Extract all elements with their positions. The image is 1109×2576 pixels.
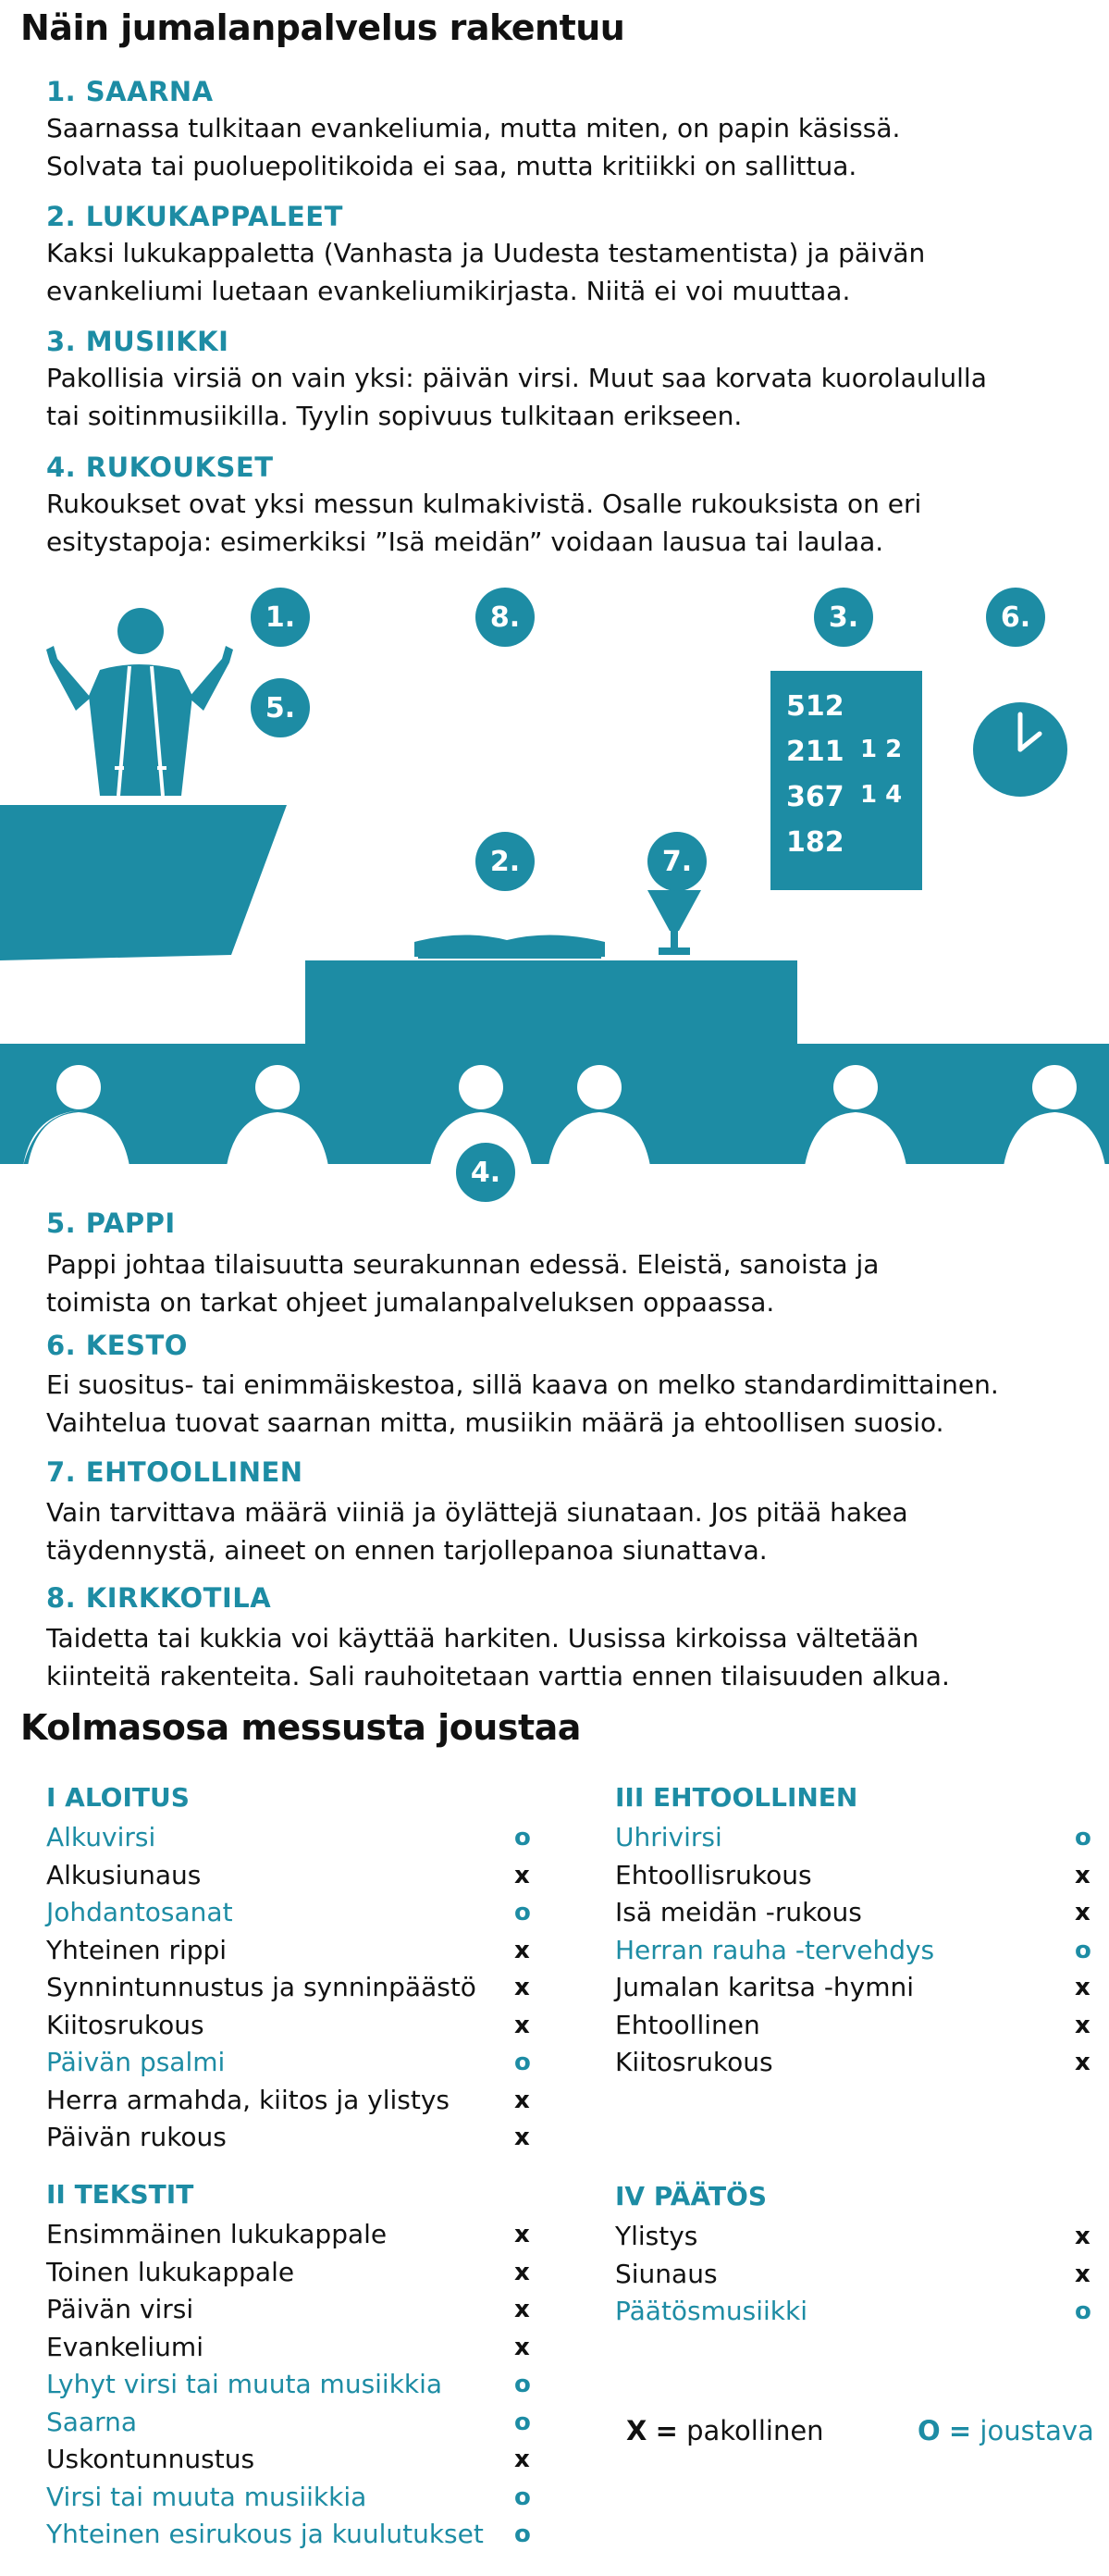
list-item bbox=[46, 1819, 536, 1857]
text-line: kiinteitä rakenteita. Sali rauhoitetaan varttia ennen tilaisuuden alkua. bbox=[46, 1661, 950, 1691]
list-item-label: Kiitosrukous bbox=[46, 2009, 204, 2040]
hymn-number: 367 bbox=[786, 781, 844, 813]
text-line: Pakollisia virsiä on vain yksi: päivän virsi. Muut saa korvata kuorolaululla bbox=[46, 363, 987, 393]
legend-optional bbox=[918, 2415, 1094, 2446]
list-item-label: Kiitosrukous bbox=[615, 2047, 773, 2077]
text-line: Saarnassa tulkitaan evankeliumia, mutta miten, on papin käsissä. bbox=[46, 113, 901, 143]
section-text-kirkkotila bbox=[46, 1619, 1064, 1695]
hymn-row bbox=[786, 826, 902, 872]
required-mark: x bbox=[514, 2258, 530, 2286]
chalice-icon bbox=[647, 890, 701, 955]
badge-7: 7. bbox=[647, 832, 707, 891]
text-line: tai soitinmusiikilla. Tyylin sopivuus tulkitaan erikseen. bbox=[46, 401, 743, 431]
list-item bbox=[46, 2254, 536, 2292]
list-item bbox=[615, 1894, 1089, 1932]
badge-4: 4. bbox=[453, 1140, 518, 1205]
badge-2: 2. bbox=[475, 832, 535, 891]
optional-mark: o bbox=[514, 2408, 531, 2436]
required-mark: x bbox=[514, 1861, 530, 1889]
required-mark: x bbox=[1075, 2260, 1091, 2288]
list-item-label: Ehtoollinen bbox=[615, 2009, 760, 2040]
required-mark: x bbox=[1075, 2011, 1091, 2039]
bible-icon bbox=[414, 935, 605, 959]
optional-mark: o bbox=[514, 2520, 531, 2548]
hymn-verses: 1 4 bbox=[860, 781, 903, 809]
list-item bbox=[46, 2291, 536, 2329]
list-item bbox=[46, 2007, 536, 2045]
hymn-row bbox=[786, 781, 902, 826]
list-item-label: Synnintunnustus ja synninpäästö bbox=[46, 1972, 476, 2002]
clock-icon bbox=[973, 702, 1067, 797]
text-line: Rukoukset ovat yksi messun kulmakivistä. Osalle rukouksista on eri bbox=[46, 489, 922, 519]
list-title-paatos: IV PÄÄTÖS bbox=[615, 2181, 768, 2211]
church-scene bbox=[0, 574, 1109, 1221]
section-title-ehtoollinen: 7. EHTOOLLINEN bbox=[46, 1456, 303, 1488]
required-mark: x bbox=[514, 2221, 530, 2248]
list-item bbox=[46, 2441, 536, 2479]
list-item-label: Isä meidän -rukous bbox=[615, 1897, 862, 1927]
optional-mark: o bbox=[514, 1899, 531, 1926]
hymn-row bbox=[786, 736, 902, 781]
badge-6: 6. bbox=[986, 588, 1045, 647]
list-item bbox=[46, 2044, 536, 2082]
section-text-pappi bbox=[46, 1245, 1064, 1321]
list-title-tekstit: II TEKSTIT bbox=[46, 2179, 194, 2210]
section-title-musiikki: 3. MUSIIKKI bbox=[46, 326, 229, 357]
section-title-pappi: 5. PAPPI bbox=[46, 1208, 176, 1239]
required-mark: x bbox=[514, 2446, 530, 2473]
text-line: Vaihtelua tuovat saarnan mitta, musiikin määrä ja ehtoollisen suosio. bbox=[46, 1407, 944, 1438]
text-line: esitystapoja: esimerkiksi ”Isä meidän” voidaan lausua tai laulaa. bbox=[46, 526, 884, 557]
hymn-number: 512 bbox=[786, 690, 844, 723]
list-item bbox=[615, 2044, 1089, 2082]
text-line: evankeliumi luetaan evankeliumikirjasta. Niitä ei voi muuttaa. bbox=[46, 276, 851, 306]
required-mark: x bbox=[1075, 2049, 1091, 2076]
list-item-label: Yhteinen rippi bbox=[46, 1934, 228, 1965]
required-mark: x bbox=[514, 2296, 530, 2323]
list-item bbox=[615, 1857, 1089, 1895]
subtitle: Kolmasosa messusta joustaa bbox=[20, 1707, 581, 1748]
required-mark: x bbox=[514, 1936, 530, 1964]
list-item-label: Ehtoollisrukous bbox=[615, 1859, 812, 1890]
list-item-label: Ensimmäinen lukukappale bbox=[46, 2219, 388, 2249]
section-title-kesto: 6. KESTO bbox=[46, 1330, 188, 1361]
required-mark: x bbox=[514, 2011, 530, 2039]
list-item bbox=[46, 2216, 536, 2254]
list-item-label: Päivän psalmi bbox=[46, 2047, 226, 2077]
list-item-label: Saarna bbox=[46, 2406, 138, 2437]
list-item-label: Yhteinen esirukous ja kuulutukset bbox=[46, 2519, 484, 2549]
list-item-label: Päivän rukous bbox=[46, 2122, 227, 2152]
badge-5: 5. bbox=[251, 678, 310, 737]
list-item bbox=[46, 2516, 536, 2554]
list-item-label: Ylistys bbox=[615, 2221, 698, 2251]
list-item bbox=[46, 2366, 536, 2404]
list-item-label: Virsi tai muuta musiikkia bbox=[46, 2481, 367, 2512]
hymn-verses: 1 2 bbox=[860, 736, 903, 763]
required-mark: x bbox=[514, 2333, 530, 2361]
required-mark: x bbox=[1075, 1899, 1091, 1926]
list-paatos bbox=[615, 2218, 1089, 2331]
list-item-label: Toinen lukukappale bbox=[46, 2256, 295, 2287]
list-item bbox=[615, 2293, 1089, 2331]
list-item bbox=[615, 1819, 1089, 1857]
list-item bbox=[46, 2082, 536, 2120]
list-item-label: Jumalan karitsa -hymni bbox=[615, 1972, 915, 2002]
page-title: Näin jumalanpalvelus rakentuu bbox=[20, 7, 625, 48]
list-title-ehtoollinen: III EHTOOLLINEN bbox=[615, 1782, 858, 1813]
badge-3: 3. bbox=[814, 588, 873, 647]
section-text-saarna bbox=[46, 109, 1064, 185]
pulpit-shape bbox=[0, 805, 287, 960]
text-line: toimista on tarkat ohjeet jumalanpalveluksen oppaassa. bbox=[46, 1287, 775, 1318]
legend-o-text: joustava bbox=[980, 2415, 1094, 2446]
list-item bbox=[46, 1969, 536, 2007]
optional-mark: o bbox=[514, 2049, 531, 2076]
legend-o-key: O bbox=[918, 2415, 941, 2446]
altar bbox=[305, 960, 797, 1053]
list-aloitus bbox=[46, 1819, 536, 2157]
section-title-kirkkotila: 8. KIRKKOTILA bbox=[46, 1582, 272, 1614]
list-item bbox=[615, 2256, 1089, 2294]
optional-mark: o bbox=[514, 1824, 531, 1852]
text-line: Ei suositus- tai enimmäiskestoa, sillä kaava on melko standardimittainen. bbox=[46, 1369, 999, 1400]
required-mark: x bbox=[514, 2124, 530, 2151]
section-text-lukukappaleet bbox=[46, 234, 1064, 310]
text-line: Pappi johtaa tilaisuutta seurakunnan edessä. Eleistä, sanoista ja bbox=[46, 1249, 880, 1280]
list-tekstit bbox=[46, 2216, 536, 2554]
required-mark: x bbox=[1075, 1974, 1091, 2001]
list-item bbox=[615, 2007, 1089, 2045]
hymn-row bbox=[786, 690, 902, 736]
required-mark: x bbox=[1075, 2223, 1091, 2250]
list-item bbox=[46, 1894, 536, 1932]
list-item bbox=[615, 2218, 1089, 2256]
list-item-label: Johdantosanat bbox=[46, 1897, 233, 1927]
list-item-label: Siunaus bbox=[615, 2258, 718, 2289]
priest-figure bbox=[46, 608, 233, 796]
text-line: täydennystä, aineet on ennen tarjollepanoa siunattava. bbox=[46, 1535, 768, 1566]
text-line: Taidetta tai kukkia voi käyttää harkiten. Uusissa kirkoissa vältetään bbox=[46, 1623, 919, 1653]
list-item-label: Uskontunnustus bbox=[46, 2444, 255, 2474]
list-item-label: Alkusiunaus bbox=[46, 1859, 202, 1890]
list-item bbox=[615, 1969, 1089, 2007]
section-text-musiikki bbox=[46, 359, 1064, 435]
section-title-rukoukset: 4. RUKOUKSET bbox=[46, 452, 274, 483]
optional-mark: o bbox=[1075, 1936, 1091, 1964]
church-illustration bbox=[0, 574, 1109, 1221]
hymn-number: 182 bbox=[786, 826, 844, 859]
list-item-label: Päivän virsi bbox=[46, 2294, 194, 2324]
optional-mark: o bbox=[1075, 2297, 1091, 2325]
list-item bbox=[46, 1857, 536, 1895]
required-mark: x bbox=[1075, 1861, 1091, 1889]
section-title-saarna: 1. SAARNA bbox=[46, 76, 214, 107]
list-item-label: Herran rauha -tervehdys bbox=[615, 1934, 935, 1965]
list-ehtoollinen bbox=[615, 1819, 1089, 2082]
text-line: Kaksi lukukappaletta (Vanhasta ja Uudesta testamentista) ja päivän bbox=[46, 238, 926, 268]
optional-mark: o bbox=[1075, 1824, 1091, 1852]
list-item bbox=[46, 2404, 536, 2442]
legend-x-key: X bbox=[626, 2415, 647, 2446]
text-line: Solvata tai puoluepolitikoida ei saa, mutta kritiikki on sallittua. bbox=[46, 151, 857, 181]
required-mark: x bbox=[514, 2086, 530, 2114]
legend-required bbox=[626, 2415, 824, 2446]
text-line: Vain tarvittava määrä viiniä ja öylättejä siunataan. Jos pitää hakea bbox=[46, 1497, 908, 1528]
list-item-label: Evankeliumi bbox=[46, 2331, 203, 2362]
hymn-number: 211 bbox=[786, 736, 844, 768]
hymn-board-numbers bbox=[786, 690, 902, 872]
list-item bbox=[46, 2329, 536, 2367]
list-item-label: Alkuvirsi bbox=[46, 1822, 156, 1852]
list-title-aloitus: I ALOITUS bbox=[46, 1782, 190, 1813]
list-item-label: Päätösmusiikki bbox=[615, 2296, 808, 2326]
required-mark: x bbox=[514, 1974, 530, 2001]
badge-8: 8. bbox=[475, 588, 535, 647]
list-item-label: Lyhyt virsi tai muuta musiikkia bbox=[46, 2369, 443, 2399]
list-item-label: Herra armahda, kiitos ja ylistys bbox=[46, 2084, 450, 2115]
legend-o-eq: = bbox=[948, 2415, 972, 2446]
list-item bbox=[46, 2479, 536, 2517]
legend-x-text: pakollinen bbox=[686, 2415, 824, 2446]
section-text-kesto bbox=[46, 1366, 1064, 1442]
list-item-label: Uhrivirsi bbox=[615, 1822, 722, 1852]
legend-x-eq: = bbox=[655, 2415, 678, 2446]
section-title-lukukappaleet: 2. LUKUKAPPALEET bbox=[46, 201, 343, 232]
badge-1: 1. bbox=[251, 588, 310, 647]
optional-mark: o bbox=[514, 2371, 531, 2398]
section-text-ehtoollinen bbox=[46, 1493, 1064, 1569]
optional-mark: o bbox=[514, 2483, 531, 2511]
section-text-rukoukset bbox=[46, 485, 1064, 561]
list-item bbox=[46, 2119, 536, 2157]
list-item bbox=[46, 1932, 536, 1970]
list-item bbox=[615, 1932, 1089, 1970]
